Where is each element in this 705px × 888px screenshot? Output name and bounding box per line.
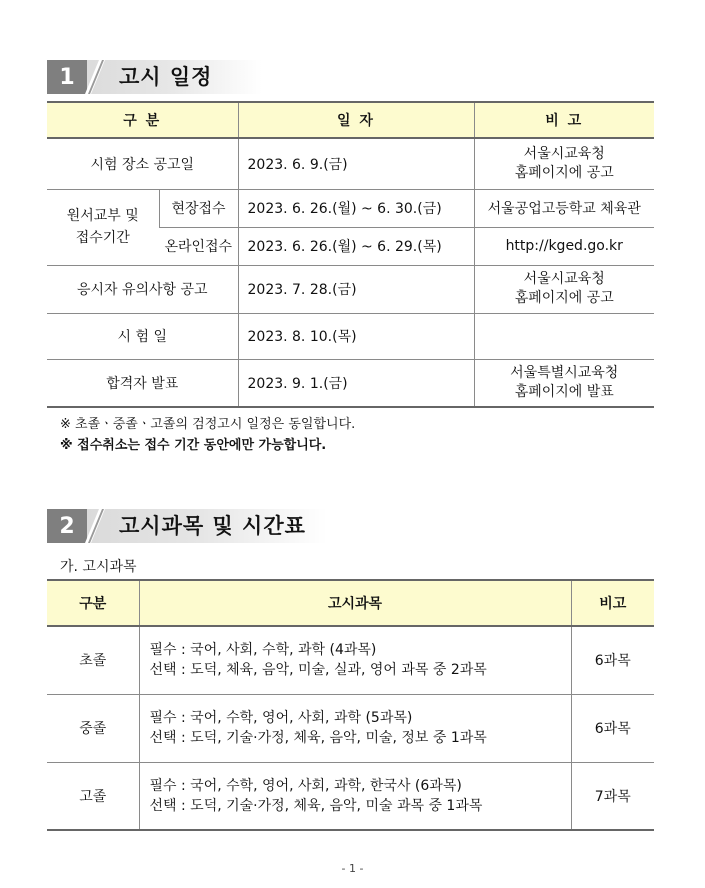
slash-divider-icon xyxy=(85,60,105,94)
required-subjects: 필수 : 국어, 수학, 영어, 사회, 과학, 한국사 (6과목) xyxy=(149,777,462,794)
row-date: 2023. 6. 26.(월) ~ 6. 30.(금) xyxy=(238,189,474,227)
section-title: 고시과목 및 시간표 xyxy=(119,514,306,538)
schedule-table xyxy=(47,101,654,408)
table-row xyxy=(47,694,654,762)
table-row xyxy=(47,359,654,407)
row-subjects xyxy=(139,626,571,694)
table-row xyxy=(47,189,654,227)
row-sublabel: 현장접수 xyxy=(159,189,238,227)
note-text-bold: ※ 접수취소는 접수 기간 동안에만 가능합니다. xyxy=(60,438,327,453)
section-number: 1 xyxy=(47,60,87,94)
row-note: 7과목 xyxy=(571,762,654,830)
header-subjects: 고시과목 xyxy=(139,580,571,626)
note-line: 홈페이지에 공고 xyxy=(514,164,614,181)
section-2-header xyxy=(47,509,327,543)
row-group-label xyxy=(47,189,159,265)
note-text: ※ 초졸ㆍ중졸ㆍ고졸의 검정고시 일정은 동일합니다. xyxy=(60,417,356,432)
note-line: 서울시교육청 xyxy=(523,145,605,162)
row-level: 초졸 xyxy=(47,626,139,694)
table-row xyxy=(47,762,654,830)
section-number: 2 xyxy=(47,509,87,543)
group-label-line: 원서교부 및 xyxy=(66,208,139,224)
row-date: 2023. 8. 10.(목) xyxy=(238,313,474,359)
page-number: - 1 - xyxy=(341,862,364,875)
row-note xyxy=(474,313,654,359)
note-line: 홈페이지에 공고 xyxy=(514,290,614,306)
row-note: 6과목 xyxy=(571,694,654,762)
section-title: 고시 일정 xyxy=(119,65,213,89)
schedule-notes xyxy=(60,414,355,456)
table-header-row xyxy=(47,102,654,138)
row-label: 합격자 발표 xyxy=(47,359,238,407)
header-date: 일 자 xyxy=(238,102,474,138)
header-note: 비고 xyxy=(571,580,654,626)
row-note-link[interactable]: http://kged.go.kr xyxy=(474,227,654,265)
row-date: 2023. 9. 1.(금) xyxy=(238,359,474,407)
note-line: 서울시교육청 xyxy=(523,271,605,287)
row-date: 2023. 7. 28.(금) xyxy=(238,265,474,313)
row-subjects xyxy=(139,694,571,762)
row-label: 시 험 일 xyxy=(47,313,238,359)
row-sublabel: 온라인접수 xyxy=(159,227,238,265)
header-category: 구 분 xyxy=(47,102,238,138)
subheading: 가. 고시과목 xyxy=(60,559,137,575)
required-subjects: 필수 : 국어, 사회, 수학, 과학 (4과목) xyxy=(149,642,377,659)
header-note: 비 고 xyxy=(474,102,654,138)
table-header-row xyxy=(47,580,654,626)
slash-divider-icon xyxy=(85,509,105,543)
row-date: 2023. 6. 9.(금) xyxy=(238,138,474,189)
subjects-table xyxy=(47,579,654,831)
note-line: 서울특별시교육청 xyxy=(510,364,619,381)
row-date: 2023. 6. 26.(월) ~ 6. 29.(목) xyxy=(238,227,474,265)
table-row xyxy=(47,626,654,694)
elective-subjects: 선택 : 도덕, 기술·가정, 체육, 음악, 미술, 정보 중 1과목 xyxy=(149,730,487,746)
row-note xyxy=(474,265,654,313)
table-row xyxy=(47,138,654,189)
elective-subjects: 선택 : 도덕, 기술·가정, 체육, 음악, 미술 과목 중 1과목 xyxy=(149,797,483,814)
row-label: 응시자 유의사항 공고 xyxy=(47,265,238,313)
row-level: 고졸 xyxy=(47,762,139,830)
required-subjects: 필수 : 국어, 수학, 영어, 사회, 과학 (5과목) xyxy=(149,710,413,726)
row-note: 6과목 xyxy=(571,626,654,694)
group-label-line: 접수기간 xyxy=(75,230,130,246)
section-1-header xyxy=(47,60,262,94)
elective-subjects: 선택 : 도덕, 체육, 음악, 미술, 실과, 영어 과목 중 2과목 xyxy=(149,662,487,679)
row-note xyxy=(474,138,654,189)
note-line: 홈페이지에 발표 xyxy=(514,383,614,400)
row-note xyxy=(474,359,654,407)
row-subjects xyxy=(139,762,571,830)
table-row xyxy=(47,265,654,313)
header-level: 구분 xyxy=(47,580,139,626)
row-label: 시험 장소 공고일 xyxy=(47,138,238,189)
row-note: 서울공업고등학교 체육관 xyxy=(474,189,654,227)
table-row xyxy=(47,313,654,359)
row-level: 중졸 xyxy=(47,694,139,762)
